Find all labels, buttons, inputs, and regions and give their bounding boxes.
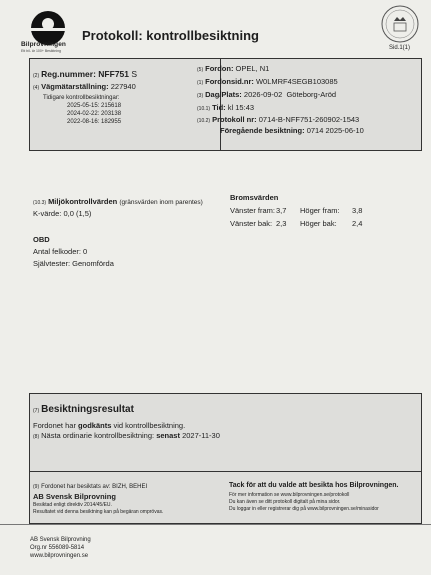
- result-title: (7) Besiktningsresultat: [33, 404, 134, 415]
- vehicle-id: (1) Fordonsid.nr: W0LMRF4SEGB103085: [197, 77, 338, 86]
- brake-left-rear-value: 2,3: [276, 219, 287, 228]
- page-number: Sid.1(1): [389, 45, 411, 51]
- page-title: Protokoll: kontrollbesiktning: [82, 28, 259, 43]
- footer-org: Org.nr 556089-5814: [30, 545, 85, 551]
- date-place: (3) Dag/Plats: 2026-09-02 Göteborg-Aröd: [197, 90, 337, 99]
- obd-title: OBD: [33, 235, 50, 244]
- brake-right-rear-label: Höger bak:: [300, 219, 337, 228]
- result-approved: Fordonet har godkänts vid kontrollbesiktning.: [33, 421, 186, 430]
- footer-divider: [0, 524, 431, 525]
- inspected-by: (9) Fordonet har besiktats av: BIZH, BEHEI: [33, 484, 148, 490]
- brake-right-front-label: Höger fram:: [300, 206, 340, 215]
- k-value: K-värde: 0,0 (1,5): [33, 209, 92, 218]
- previous-inspection-row: 2024-02-22: 203138: [67, 111, 122, 117]
- obd-selftest: Självtester: Genomförda: [33, 259, 114, 268]
- swedac-seal: [380, 4, 420, 44]
- brake-left-rear-label: Vänster bak:: [230, 219, 273, 228]
- footer-company: AB Svensk Bilprovning: [30, 537, 91, 543]
- brake-left-front-label: Vänster fram:: [230, 206, 276, 215]
- previous-inspections-label: Tidigare kontrollbesiktningar:: [43, 95, 120, 101]
- brake-title: Bromsvärden: [230, 193, 279, 202]
- brake-right-rear-value: 2,4: [352, 219, 363, 228]
- reg-number: (2) Reg.nummer: NFF751 S: [33, 69, 138, 79]
- time: (10.1) Tid: kl 15:43: [197, 103, 255, 112]
- directive: Besiktad enligt direktiv 2014/45/EU.: [33, 502, 112, 508]
- odometer: (4) Vägmätarställning: 227940: [33, 82, 136, 91]
- brake-left-front-value: 3,7: [276, 206, 287, 215]
- obd-fault-count: Antal felkoder: 0: [33, 247, 88, 256]
- thanks-message: Tack för att du valde att besikta hos Bilprovningen.: [229, 482, 399, 489]
- info-link-2: Du kan även se ditt protokoll digitalt på mina sidor.: [229, 499, 341, 505]
- appeal-note: Resultatet vid denna besiktning kan på begäran omprövas.: [33, 509, 164, 515]
- brake-right-front-value: 3,8: [352, 206, 363, 215]
- vehicle-model: (5) Fordon: OPEL, N1: [197, 64, 270, 73]
- previous-inspection: Föregående besiktning: 0714 2025-06-10: [220, 126, 364, 135]
- next-inspection: (8) Nästa ordinarie kontrollbesiktning: senast 2027-11-30: [33, 431, 220, 440]
- protocol-number: (10.2) Protokoll nr: 0714-B-NFF751-260902-1543: [197, 115, 360, 124]
- environment-header: (10.3) Miljökontrollvärden (gränsvärden inom parentes): [33, 197, 203, 206]
- logo-tagline: Ett bil- är 100+ Besiktning: [21, 49, 61, 53]
- logo-name: Bilprovningen: [21, 41, 66, 48]
- previous-inspection-row: 2022-08-16: 182955: [67, 119, 122, 125]
- divider: [30, 471, 421, 472]
- company-name: AB Svensk Bilprovning: [33, 492, 116, 501]
- footer-web: www.bilprovningen.se: [30, 553, 89, 559]
- info-link-1: För mer information se www.bilprovningen.se/protokoll: [229, 492, 350, 498]
- previous-inspection-row: 2025-05-15: 215618: [67, 103, 122, 109]
- info-link-3: Du loggar in eller registrerar dig på www.bilprovningen.se/minasidor: [229, 506, 379, 512]
